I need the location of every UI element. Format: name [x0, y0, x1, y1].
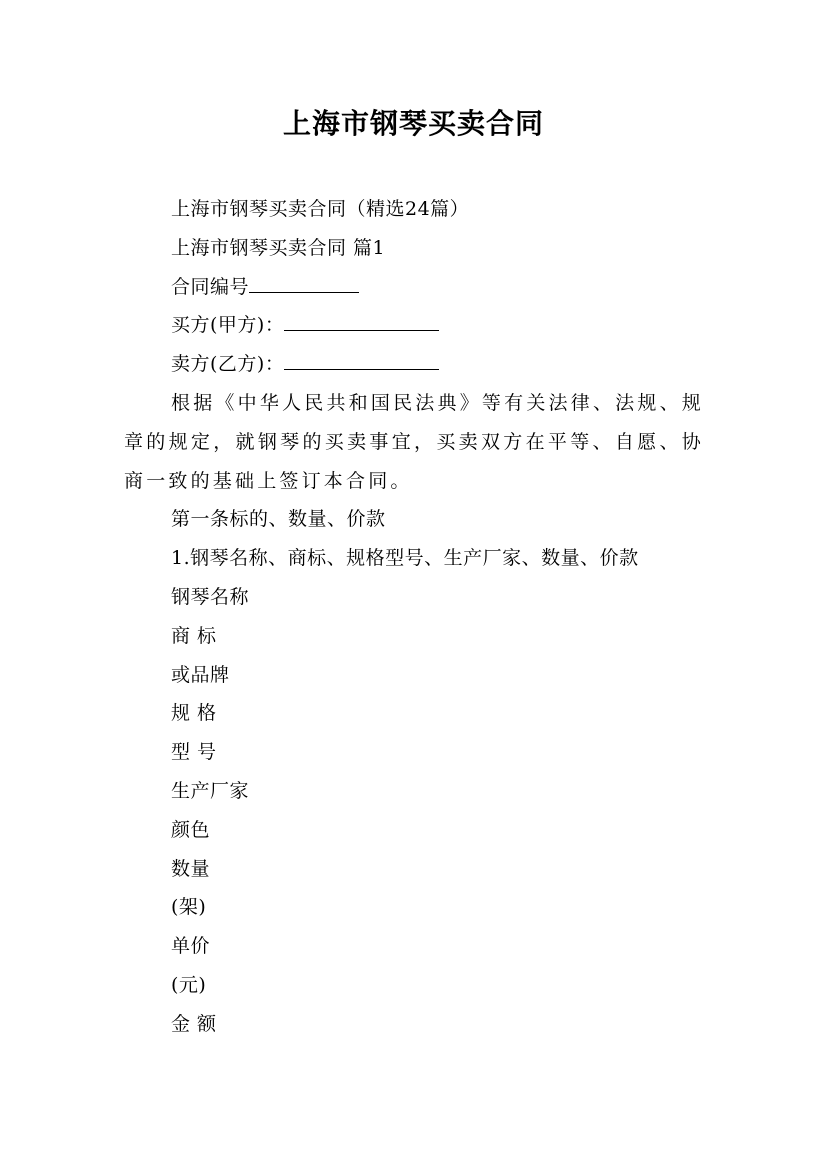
buyer-blank: [284, 310, 439, 331]
seller-label: 卖方(乙方)：: [171, 353, 285, 376]
contract-number-label: 合同编号: [171, 275, 250, 298]
contract-number-blank: [249, 272, 359, 293]
document-body: [124, 190, 704, 1044]
table-field-spec: 规 格: [171, 702, 217, 725]
document-title: 上海市钢琴买卖合同: [282, 107, 544, 140]
seller-line: [124, 345, 704, 384]
contract-number-line: [124, 268, 704, 307]
buyer-line: [124, 306, 704, 345]
item-1-text: 1.钢琴名称、商标、规格型号、生产厂家、数量、价款: [171, 547, 639, 570]
table-field-model: 型 号: [171, 741, 217, 764]
intro-paragraph: 根据《中华人民共和国民法典》等有关法律、法规、规章的规定，就钢琴的买卖事宜，买卖双方在平等、自愿、协商一致的基础上签订本合同。: [124, 391, 704, 492]
table-field-amount: 金 额: [171, 1012, 217, 1035]
table-field-brand: 或品牌: [171, 663, 230, 686]
table-field-price-unit: (元): [171, 973, 207, 996]
table-field-trademark: 商 标: [171, 624, 217, 647]
buyer-label: 买方(甲方)：: [171, 314, 285, 337]
table-field-manufacturer: 生产厂家: [171, 779, 250, 802]
table-field-color: 颜色: [171, 818, 211, 841]
table-field-piano-name: 钢琴名称: [171, 585, 250, 608]
table-field-quantity: 数量: [171, 857, 211, 880]
section-heading: 上海市钢琴买卖合同 篇1: [171, 236, 386, 259]
article-1-heading: 第一条标的、数量、价款: [171, 508, 386, 531]
seller-blank: [284, 349, 439, 370]
table-field-unit-price: 单价: [171, 935, 211, 958]
document-subtitle: 上海市钢琴买卖合同（精选24篇）: [171, 198, 470, 220]
table-field-quantity-unit: (架): [171, 896, 207, 919]
